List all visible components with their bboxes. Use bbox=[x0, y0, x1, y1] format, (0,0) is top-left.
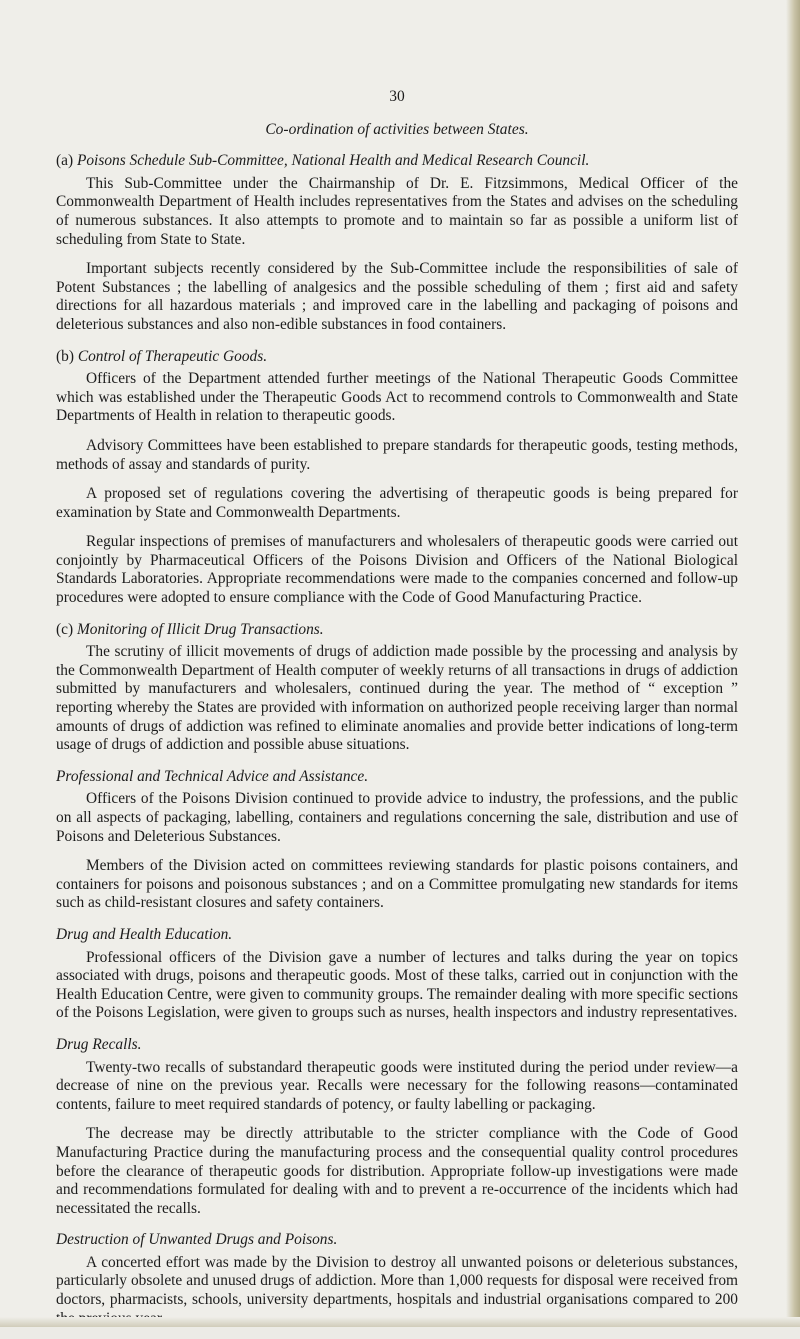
section-letter: (b) bbox=[56, 347, 74, 365]
section-heading bbox=[56, 152, 738, 171]
section-heading-text: Drug and Health Education. bbox=[56, 925, 233, 943]
section-heading bbox=[56, 621, 738, 640]
section-heading bbox=[56, 768, 738, 787]
section bbox=[56, 1036, 738, 1218]
section-heading bbox=[56, 348, 738, 367]
section-heading-text: Drug Recalls. bbox=[56, 1035, 142, 1053]
section-heading bbox=[56, 926, 738, 945]
section bbox=[56, 152, 738, 334]
paragraph: Officers of the Poisons Division continued to provide advice to industry, the professions, and the public on all aspects of packaging, labelling, containers and regulations concerning the sale, distribution and use of Poisons and Deleterious Substances. bbox=[56, 790, 738, 845]
paragraph: The scrutiny of illicit movements of drugs of addiction made possible by the processing and analysis by the Commonwealth Department of Health computer of weekly returns of all transactions in drugs of addiction submitted by manufacturers and wholesalers, continued during the year. The method of “ exception ” reporting whereby the States are provided with information on authorized people receiving larger than normal amounts of drugs of addiction was refined to eliminate anomalies and provide better indications of long-term usage of drugs of addiction and possible abuse situations. bbox=[56, 643, 738, 754]
section bbox=[56, 348, 738, 608]
page-number: 30 bbox=[389, 88, 405, 105]
paragraph: A proposed set of regulations covering the advertising of therapeutic goods is being prepared for examination by State and Commonwealth Departments. bbox=[56, 485, 738, 521]
paragraph: Important subjects recently considered by the Sub-Committee include the responsibilities of sale of Potent Substances ; the labelling of analgesics and the possible scheduling of them ; first aid and safety directions for all hazardous materials ; and improved care in the labelling and packaging of poisons and deleterious substances and also non-edible substances in food containers. bbox=[56, 260, 738, 333]
section-heading-text: Control of Therapeutic Goods. bbox=[77, 347, 268, 365]
sections-container bbox=[56, 152, 738, 1328]
paragraph: Advisory Committees have been established to prepare standards for therapeutic goods, testing methods, methods of assay and standards of purity. bbox=[56, 436, 738, 473]
paragraph: This Sub-Committee under the Chairmanship of Dr. E. Fitzsimmons, Medical Officer of the Commonwealth Department of Health includes representatives from the States and advises on the scheduling of numerous substances. It also attempts to promote and to maintain so far as possible a uniform list of scheduling from State to State. bbox=[56, 174, 738, 248]
section-letter: (c) bbox=[56, 620, 74, 638]
page-content bbox=[56, 88, 738, 1339]
paragraph: Members of the Division acted on committees reviewing standards for plastic poisons containers, and containers for poisons and poisonous substances ; and on a Committee promulgating new standards for items such as child-resistant closures and safety containers. bbox=[56, 857, 738, 912]
section bbox=[56, 926, 738, 1023]
page-edge-shadow bbox=[786, 0, 800, 1327]
page-title: Co-ordination of activities between States. bbox=[265, 120, 529, 138]
page-bottom-edge bbox=[0, 1317, 800, 1327]
paragraph: Twenty-two recalls of substandard therapeutic goods were instituted during the period under review—a decrease of nine on the previous year. Recalls were necessary for the following reasons—contaminated contents, failure to meet required standards of potency, or faulty labelling or packaging. bbox=[56, 1058, 738, 1113]
section-letter: (a) bbox=[56, 152, 74, 170]
section bbox=[56, 768, 738, 913]
section-heading bbox=[56, 1036, 738, 1055]
section-heading-text: Destruction of Unwanted Drugs and Poisons. bbox=[56, 1231, 338, 1249]
paragraph: Officers of the Department attended further meetings of the National Therapeutic Goods Committee which was established under the Therapeutic Goods Act to recommend controls to Commonwealth and State Departments of Health in relation to therapeutic goods. bbox=[56, 370, 738, 425]
paragraph: Professional officers of the Division gave a number of lectures and talks during the year on topics associated with drugs, poisons and therapeutic goods. Most of these talks, carried out in conjunction with the Health Education Centre, were given to community groups. The remainder dealing with more specific sections of the Poisons Legislation, were given to groups such as nurses, health inspectors and industry representatives. bbox=[56, 948, 738, 1022]
section bbox=[56, 1231, 738, 1328]
section bbox=[56, 621, 738, 755]
paragraph: The decrease may be directly attributable to the stricter compliance with the Code of Good Manufacturing Practice during the manufacturing process and the consequential quality control procedures before the clearance of therapeutic goods for distribution. Appropriate follow-up investigations were made and recommendations formulated for dealing with and to prevent a re-occurrence of the incidents which had necessitated the recalls. bbox=[56, 1125, 738, 1217]
paragraph: A concerted effort was made by the Division to destroy all unwanted poisons or deleterious substances, particularly obsolete and unused drugs of addiction. More than 1,000 requests for disposal were received from doctors, pharmacists, schools, university departments, hospitals and industrial organisations compared to 200 bbox=[56, 1253, 738, 1309]
section-heading-text: Poisons Schedule Sub-Committee, National Health and Medical Research Council. bbox=[76, 152, 590, 170]
section-heading bbox=[56, 1231, 738, 1250]
paragraph: Regular inspections of premises of manufacturers and wholesalers of therapeutic goods were carried out conjointly by Pharmaceutical Officers of the Poisons Division and Officers of the National Biological Standards Laboratories. Appropriate recommendations were made to the companies concerned and follow-up procedures were adopted to ensure compliance with the Code of Good Manufacturing Practice. bbox=[56, 533, 738, 607]
section-heading-text: Professional and Technical Advice and Assistance. bbox=[56, 767, 369, 785]
section-heading-text: Monitoring of Illicit Drug Transactions. bbox=[76, 620, 324, 638]
